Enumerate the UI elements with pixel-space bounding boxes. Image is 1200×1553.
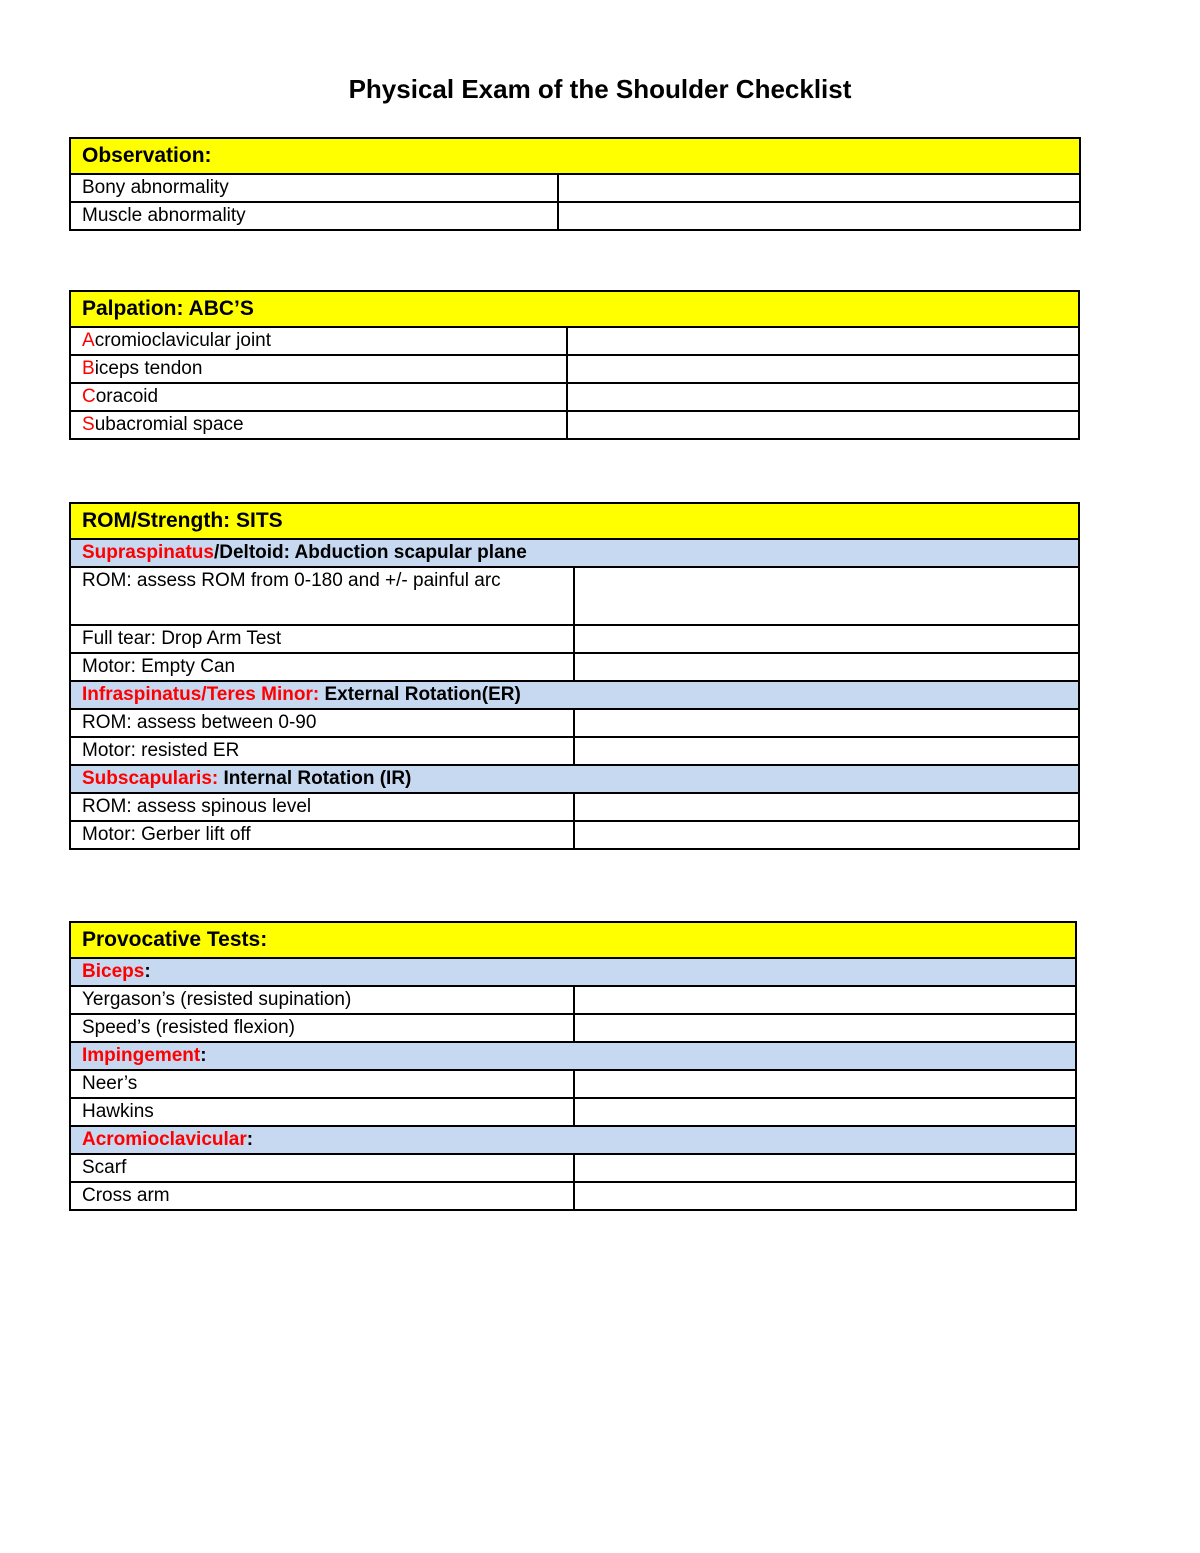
rom-strength-table [69, 502, 1080, 850]
row-label [70, 327, 567, 355]
mnemonic-letter: A [82, 330, 95, 351]
muscle-name: Subscapularis: [82, 768, 219, 789]
answer-cell[interactable] [574, 821, 1079, 849]
answer-cell[interactable] [574, 793, 1079, 821]
muscle-name: Supraspinatus [82, 542, 214, 563]
row-label: Bony abnormality [70, 174, 558, 202]
row-label-text: oracoid [95, 386, 159, 407]
table-row [70, 174, 1080, 202]
answer-cell[interactable] [574, 986, 1076, 1014]
answer-cell[interactable] [574, 1070, 1076, 1098]
table-row [70, 327, 1079, 355]
row-label: Motor: Gerber lift off [70, 821, 574, 849]
answer-cell[interactable] [574, 709, 1079, 737]
palpation-table [69, 290, 1080, 440]
answer-cell[interactable] [574, 653, 1079, 681]
row-label [70, 355, 567, 383]
row-label-text: ubacromial space [94, 414, 244, 435]
table-row [70, 1014, 1076, 1042]
subheader-infraspinatus [70, 681, 1079, 709]
subheader-text: /Deltoid: Abduction scapular plane [213, 542, 527, 563]
table-row [70, 1154, 1076, 1182]
row-label: Muscle abnormality [70, 202, 558, 230]
answer-cell[interactable] [567, 327, 1079, 355]
subheader-supraspinatus [70, 539, 1079, 567]
row-label: ROM: assess between 0-90 [70, 709, 574, 737]
subheader-impingement [70, 1042, 1076, 1070]
row-label: Yergason’s (resisted supination) [70, 986, 574, 1014]
answer-cell[interactable] [574, 1182, 1076, 1210]
answer-cell[interactable] [574, 737, 1079, 765]
rom-strength-header: ROM/Strength: SITS [70, 503, 1079, 539]
row-label: Hawkins [70, 1098, 574, 1126]
row-label: Motor: resisted ER [70, 737, 574, 765]
row-label-text: cromioclavicular joint [94, 330, 272, 351]
table-row [70, 1098, 1076, 1126]
test-group-name: Acromioclavicular [82, 1129, 247, 1150]
test-group-name: Impingement [82, 1045, 201, 1066]
table-row [70, 625, 1079, 653]
subheader-text: : [246, 1129, 254, 1150]
answer-cell[interactable] [567, 355, 1079, 383]
table-row [70, 737, 1079, 765]
table-row [70, 567, 1079, 625]
palpation-header: Palpation: ABC’S [70, 291, 1079, 327]
answer-cell[interactable] [574, 1014, 1076, 1042]
observation-header: Observation: [70, 138, 1080, 174]
table-row [70, 202, 1080, 230]
subheader-text: Internal Rotation (IR) [218, 768, 412, 789]
muscle-name: Infraspinatus/Teres Minor: [82, 684, 320, 705]
row-label: Full tear: Drop Arm Test [70, 625, 574, 653]
page-title: Physical Exam of the Shoulder Checklist [348, 74, 852, 104]
row-label: Motor: Empty Can [70, 653, 574, 681]
table-row [70, 653, 1079, 681]
subheader-text: : [144, 961, 151, 982]
table-row [70, 821, 1079, 849]
answer-cell[interactable] [558, 202, 1080, 230]
row-label: ROM: assess spinous level [70, 793, 574, 821]
answer-cell[interactable] [567, 411, 1079, 439]
row-label: ROM: assess ROM from 0-180 and +/- painful arc [70, 567, 574, 625]
row-label [70, 383, 567, 411]
mnemonic-letter: S [82, 414, 95, 435]
answer-cell[interactable] [574, 625, 1079, 653]
answer-cell[interactable] [558, 174, 1080, 202]
subheader-subscapularis [70, 765, 1079, 793]
subheader-biceps [70, 958, 1076, 986]
table-row [70, 1070, 1076, 1098]
table-row [70, 411, 1079, 439]
table-row [70, 1182, 1076, 1210]
row-label: Neer’s [70, 1070, 574, 1098]
observation-table [69, 137, 1081, 231]
subheader-acromioclavicular [70, 1126, 1076, 1154]
subheader-text: : [200, 1045, 207, 1066]
row-label: Scarf [70, 1154, 574, 1182]
table-row [70, 793, 1079, 821]
provocative-header: Provocative Tests: [70, 922, 1076, 958]
mnemonic-letter: C [82, 386, 96, 407]
row-label: Speed’s (resisted flexion) [70, 1014, 574, 1042]
answer-cell[interactable] [574, 1154, 1076, 1182]
mnemonic-letter: B [82, 358, 95, 379]
row-label [70, 411, 567, 439]
answer-cell[interactable] [574, 567, 1079, 625]
table-row [70, 355, 1079, 383]
answer-cell[interactable] [574, 1098, 1076, 1126]
row-label-text: iceps tendon [94, 358, 203, 379]
table-row [70, 986, 1076, 1014]
test-group-name: Biceps [82, 961, 145, 982]
subheader-text: External Rotation(ER) [319, 684, 521, 705]
provocative-tests-table [69, 921, 1077, 1211]
table-row [70, 383, 1079, 411]
table-row [70, 709, 1079, 737]
answer-cell[interactable] [567, 383, 1079, 411]
row-label: Cross arm [70, 1182, 574, 1210]
